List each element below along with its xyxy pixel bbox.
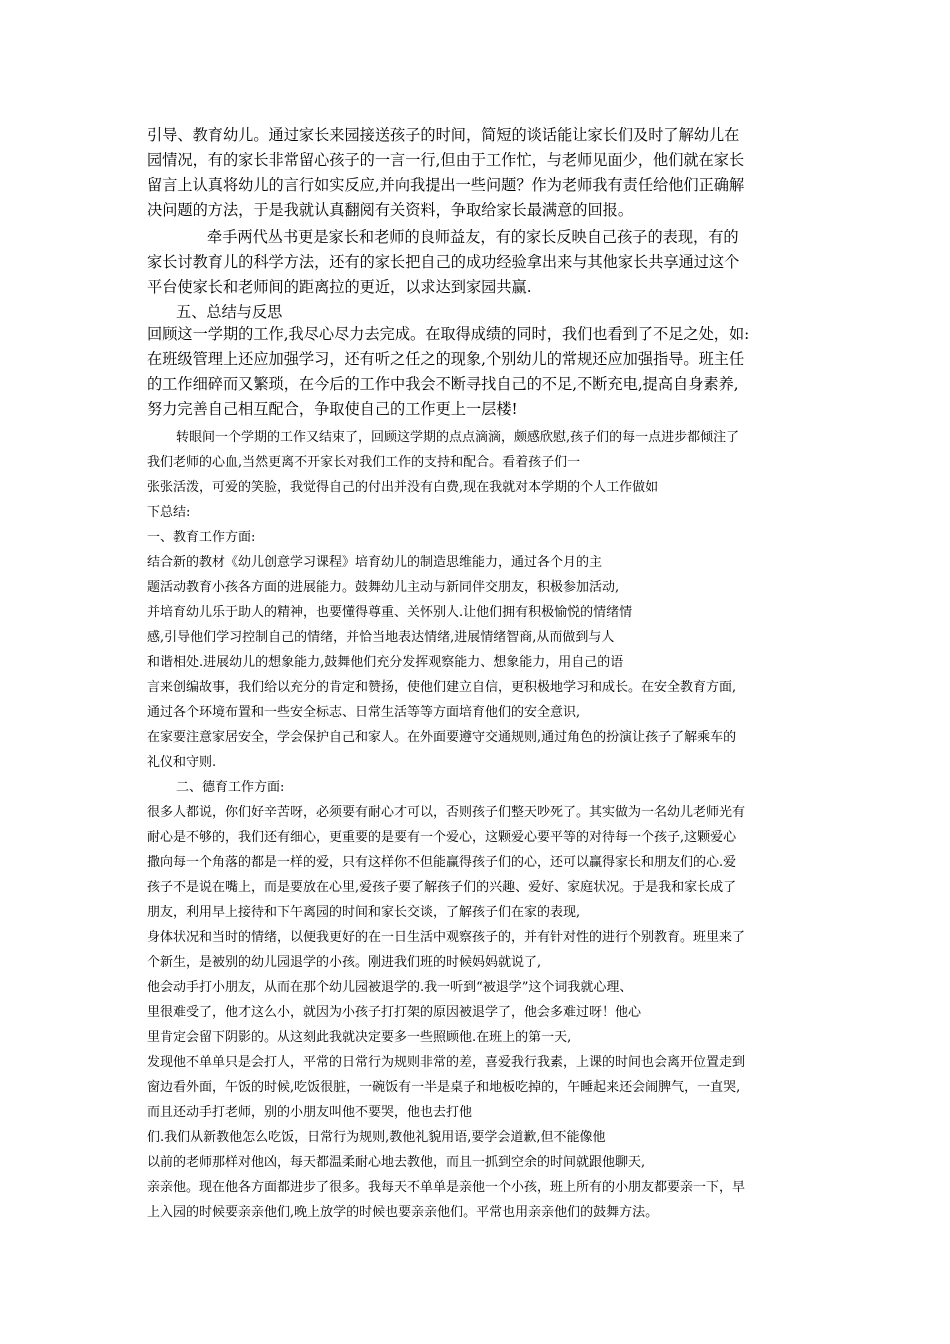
paragraph-line: 窗边看外面，午饭的时候,吃饭很脏，一碗饭有一半是桌子和地板吃掉的，午睡起来还会闹脾气，一直哭, xyxy=(147,1080,741,1095)
paragraph-line: 引导、教育幼儿。通过家长来园接送孩子的时间，简短的谈话能让家长们及时了解幼儿在 xyxy=(147,126,740,144)
paragraph-line: 结合新的教材《幼儿创意学习课程》培育幼儿的制造思维能力，通过各个月的主 xyxy=(147,555,603,570)
paragraph-line: 发现他不单单只是会打人，平常的日常行为规则非常的差，喜爱我行我素，上课的时间也会离开位置走到 xyxy=(147,1055,746,1070)
paragraph-line: 朋友，利用早上接待和下午离园的时间和家长交谈，了解孩子们在家的表现, xyxy=(147,905,581,920)
paragraph-line: 个新生，是被别的幼儿园退学的小孩。刚进我们班的时候妈妈就说了, xyxy=(147,955,542,970)
paragraph-line: 上入园的时候要亲亲他们,晚上放学的时候也要亲亲他们。平常也用亲亲他们的鼓舞方法。 xyxy=(147,1205,659,1220)
paragraph-line: 家长讨教育儿的科学方法，还有的家长把自己的成功经验拿出来与其他家长共享通过这个 xyxy=(147,253,740,271)
paragraph-line: 感,引导他们学习控制自己的情绪，并恰当地表达情绪,进展情绪智商,从而做到与人 xyxy=(147,630,615,645)
paragraph-line: 以前的老师那样对他凶，每天都温柔耐心地去教他，而且一抓到空余的时间就跟他聊天, xyxy=(147,1155,646,1170)
paragraph-line: 和谐相处.进展幼儿的想象能力,鼓舞他们充分发挥观察能力、想象能力，用自己的语 xyxy=(147,655,624,670)
paragraph-line: 言来创编故事，我们给以充分的肯定和赞扬，使他们建立自信，更积极地学习和成长。在安全教育方面, xyxy=(147,680,737,695)
paragraph-line: 园情况，有的家长非常留心孩子的一言一行,但由于工作忙，与老师见面少，他们就在家长 xyxy=(147,151,745,169)
paragraph-line: 回顾这一学期的工作,我尽心尽力去完成。在取得成绩的同时，我们也看到了不足之处，如: xyxy=(147,325,750,343)
paragraph-line: 礼仪和守则. xyxy=(147,755,217,770)
section-heading: 五、总结与反思 xyxy=(176,303,283,321)
paragraph-line: 努力完善自己相互配合，争取使自己的工作更上一层楼! xyxy=(147,400,518,418)
paragraph-line: 题活动教育小孩各方面的进展能力。鼓舞幼儿主动与新同伴交朋友，积极参加活动, xyxy=(147,580,620,595)
paragraph-line: 他会动手打小朋友，从而在那个幼儿园被退学的.我一听到“被退学”这个词我就心理、 xyxy=(147,980,633,995)
paragraph-line: 很多人都说，你们好辛苦呀，必须要有耐心才可以，否则孩子们整天吵死了。其实做为一名幼儿老师光有 xyxy=(147,805,746,820)
section-heading: 一、教育工作方面: xyxy=(147,530,256,545)
paragraph-line: 里肯定会留下阴影的。从这刻此我就决定要多一些照顾他.在班上的第一天, xyxy=(147,1030,572,1045)
paragraph-line: 身体状况和当时的情绪，以便我更好的在一日生活中观察孩子的，并有针对性的进行个别教育。班里来了 xyxy=(147,930,746,945)
paragraph-line: 并培育幼儿乐于助人的精神，也要懂得尊重、关怀别人.让他们拥有积极愉悦的情绪情 xyxy=(147,605,633,620)
paragraph-line: 决问题的方法，于是我就认真翻阅有关资料，争取给家长最满意的回报。 xyxy=(147,201,633,219)
paragraph-line: 在家要注意家居安全，学会保护自己和家人。在外面要遵守交通规则,通过角色的扮演让孩子了解乘车的 xyxy=(147,730,737,745)
paragraph-line: 牵手两代丛书更是家长和老师的良师益友，有的家长反映自己孩子的表现，有的 xyxy=(207,228,739,246)
paragraph-line: 通过各个环境布置和一些安全标志、日常生活等等方面培育他们的安全意识, xyxy=(147,705,581,720)
section-heading: 二、德育工作方面: xyxy=(176,780,285,795)
paragraph-line: 下总结: xyxy=(147,505,191,520)
paragraph-line: 们.我们从新教他怎么吃饭，日常行为规则,教他礼貌用语,要学会道歉,但不能像他 xyxy=(147,1130,606,1145)
paragraph-line: 耐心是不够的，我们还有细心，更重要的是要有一个爱心，这颗爱心要平等的对待每一个孩子,这颗爱心 xyxy=(147,830,737,845)
paragraph-line: 撒向每一个角落的都是一样的爱，只有这样你不但能赢得孩子们的心，还可以赢得家长和朋友们的心.爱 xyxy=(147,855,737,870)
paragraph-line: 留言上认真将幼儿的言行如实反应,并向我提出一些问题？作为老师我有责任给他们正确解 xyxy=(147,176,745,194)
paragraph-line: 张张活泼，可爱的笑脸，我觉得自己的付出并没有白费,现在我就对本学期的个人工作做如 xyxy=(147,480,659,495)
paragraph-line: 而且还动手打老师，别的小朋友叫他不要哭，他也去打他 xyxy=(147,1105,473,1120)
paragraph-line: 在班级管理上还应加强学习，还有听之任之的现象,个别幼儿的常规还应加强指导。班主任 xyxy=(147,350,745,368)
paragraph-line: 亲亲他。现在他各方面都进步了很多。我每天不单单是亲他一个小孩，班上所有的小朋友都要亲一下，早 xyxy=(147,1180,746,1195)
paragraph-line: 孩子不是说在嘴上，而是要放在心里,爱孩子要了解孩子们的兴趣、爱好、家庭状况。于是我和家长成了 xyxy=(147,880,737,895)
paragraph-line: 里很难受了，他才这么小，就因为小孩子打打架的原因被退学了，他会多难过呀！他心 xyxy=(147,1005,642,1020)
paragraph-line: 我们老师的心血,当然更离不开家长对我们工作的支持和配合。看着孩子们一 xyxy=(147,455,581,470)
paragraph-line: 转眼间一个学期的工作又结束了，回顾这学期的点点滴滴，颇感欣慰,孩子们的每一点进步都倾注了 xyxy=(176,430,740,445)
paragraph-line: 平台使家长和老师间的距离拉的更近，以求达到家园共赢. xyxy=(147,278,532,296)
paragraph-line: 的工作细碎而又繁琐，在今后的工作中我会不断寻找自己的不足,不断充电,提高自身素养, xyxy=(147,375,739,393)
